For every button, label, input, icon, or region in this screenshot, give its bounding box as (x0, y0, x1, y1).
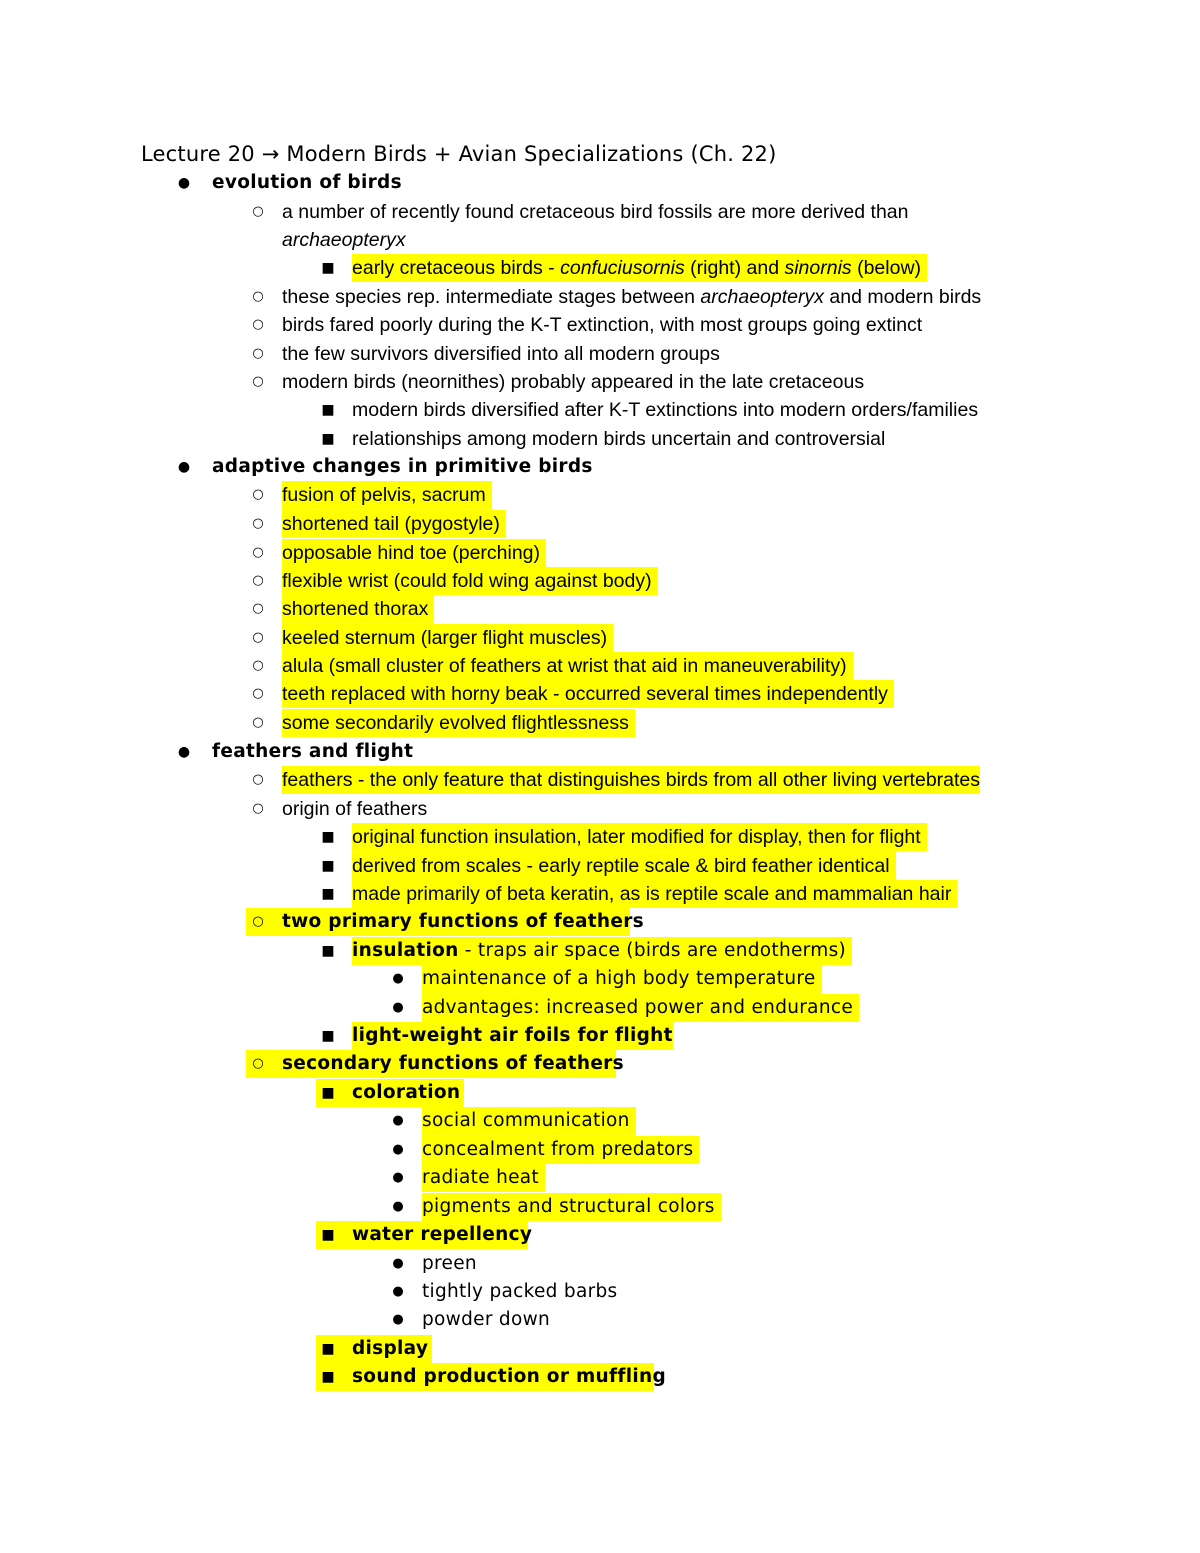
list-item: ○ secondary functions of feathers (246, 1050, 616, 1078)
circle-bullet-icon: ○ (252, 289, 264, 304)
circle-bullet-icon: ○ (252, 516, 264, 531)
page-title: Lecture 20 → Modern Birds + Avian Specializations (Ch. 22) (141, 142, 777, 166)
heading-feathers: feathers and flight (212, 741, 414, 762)
circle-bullet-icon: ○ (252, 317, 264, 332)
bullet-icon: ● (177, 459, 191, 475)
bullet-icon: ● (392, 1312, 404, 1327)
bullet-icon: ● (392, 1113, 404, 1128)
square-bullet-icon: ■ (321, 1085, 335, 1101)
circle-bullet-icon: ○ (252, 686, 264, 701)
heading-evolution: evolution of birds (212, 172, 402, 193)
bullet-icon: ● (177, 175, 191, 191)
square-bullet-icon: ■ (321, 1369, 335, 1385)
circle-bullet-icon: ○ (252, 374, 264, 389)
list-item: ■ water repellency (316, 1221, 528, 1249)
circle-bullet-icon: ○ (252, 715, 264, 730)
heading-adaptive: adaptive changes in primitive birds (212, 456, 593, 477)
square-bullet-icon: ■ (321, 260, 335, 276)
circle-bullet-icon: ○ (252, 1056, 264, 1071)
bullet-icon: ● (177, 744, 191, 760)
circle-bullet-icon: ○ (252, 487, 264, 502)
circle-bullet-icon: ○ (252, 346, 264, 361)
square-bullet-icon: ■ (321, 943, 335, 959)
circle-bullet-icon: ○ (252, 630, 264, 645)
bullet-icon: ● (392, 1199, 404, 1214)
list-item: ○ two primary functions of feathers (246, 908, 630, 936)
circle-bullet-icon: ○ (252, 545, 264, 560)
square-bullet-icon: ■ (321, 1028, 335, 1044)
circle-bullet-icon: ○ (252, 573, 264, 588)
circle-bullet-icon: ○ (252, 204, 264, 219)
square-bullet-icon: ■ (321, 431, 335, 447)
circle-bullet-icon: ○ (252, 772, 264, 787)
bullet-icon: ● (392, 1256, 404, 1271)
circle-bullet-icon: ○ (252, 801, 264, 816)
bullet-icon: ● (392, 1142, 404, 1157)
square-bullet-icon: ■ (321, 1341, 335, 1357)
square-bullet-icon: ■ (321, 858, 335, 874)
document-page: Lecture 20 → Modern Birds + Avian Specializations (Ch. 22) ● evolution of birds ○ a number of recently found cretaceous bird fossils are more derived than archaeopteryx ■ early cretaceous birds - confuciusornis (right) and sinornis (below) ○ these species rep. intermediate stages between archaeopteryx and modern birds ○ birds fared poorly during the K-T extinction, with most groups going extinct ○ the few survivors diversified into all modern groups ○ modern birds (neornithes) probably appeared in the late cretaceous ■ modern birds diversified after K-T extinctions into modern orders/families ■ relationships among modern birds uncertain and controversial ● adaptive changes in primitive birds ○ fusion of pelvis, sacrum ○ shortened tail (pygostyle) ○ opposable hind toe (perching) ○ flexible wrist (could fold wing against body) ○ shortened thorax ○ keeled sternum (larger flight muscles) ○ alula (small cluster of feathers at wrist that aid in maneuverability) ○ teeth replaced with horny beak - occurred several times independently ○ some secondarily evolved flightlessness ● feathers and flight ○ feathers - the only feature that distinguishes birds from all other living vertebrates ○ origin of feathers ■ original function insulation, later modified for display, then for flight ■ derived from scales - early reptile scale & bird feather identical ■ made primarily of beta keratin, as is reptile scale and mammalian hair ○ two primary functions of feathers ■ insulation - traps air space (birds are endotherms) ● maintenance of a high body temperature ● advantages: increased power and endurance ■ light-weight air foils for flight ○ secondary functions of feathers ■ coloration ● social communication ● concealment from predators ● radiate heat ● pigments and structural colors ■ water repellency ● preen ● tightly packed barbs ● powder down ■ display ■ sound production or muffling (0, 0, 1200, 1553)
square-bullet-icon: ■ (321, 1227, 335, 1243)
square-bullet-icon: ■ (321, 829, 335, 845)
circle-bullet-icon: ○ (252, 658, 264, 673)
bullet-icon: ● (392, 971, 404, 986)
circle-bullet-icon: ○ (252, 601, 264, 616)
list-item: ■ display (316, 1335, 432, 1363)
bullet-icon: ● (392, 1000, 404, 1015)
circle-bullet-icon: ○ (252, 914, 264, 929)
square-bullet-icon: ■ (321, 886, 335, 902)
list-item: ■ sound production or muffling (316, 1363, 654, 1391)
bullet-icon: ● (392, 1170, 404, 1185)
square-bullet-icon: ■ (321, 402, 335, 418)
bullet-icon: ● (392, 1284, 404, 1299)
list-item: ■ coloration (316, 1079, 464, 1107)
